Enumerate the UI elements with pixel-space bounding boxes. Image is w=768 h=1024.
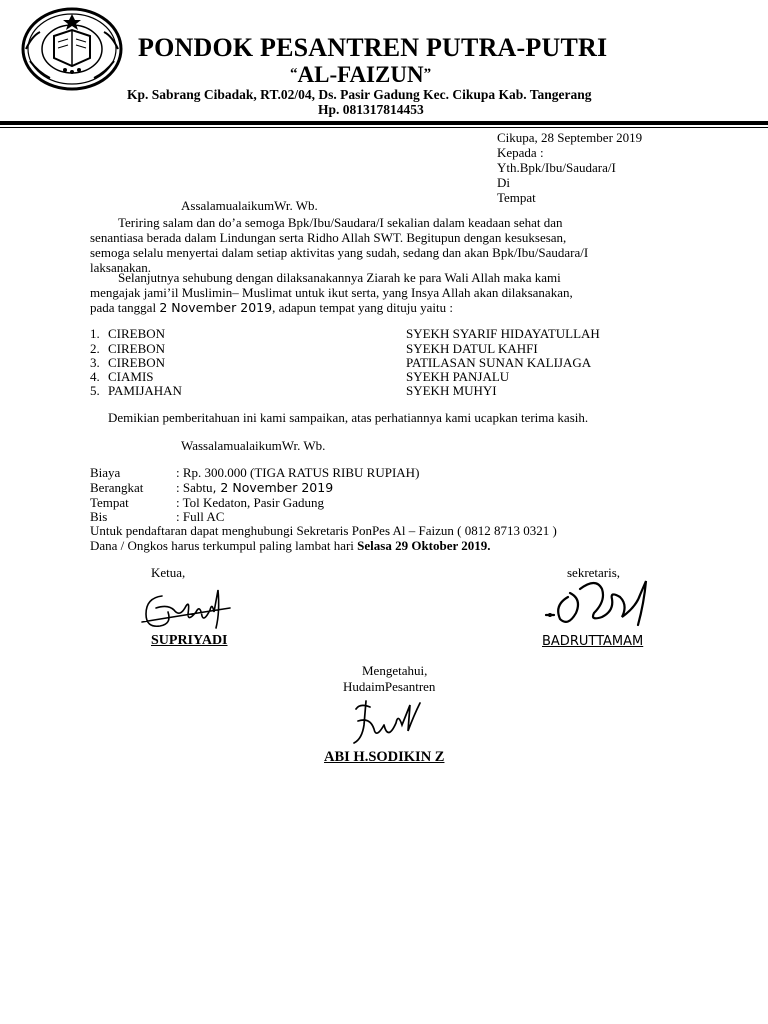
destination-site: SYEKH DATUL KAHFI — [406, 341, 538, 356]
recipient-name: Yth.Bpk/Ibu/Saudara/I — [497, 160, 616, 175]
sekretaris-signature — [540, 575, 670, 635]
institution-address: Kp. Sabrang Cibadak, RT.02/04, Ds. Pasir Gadung Kec. Cikupa Kab. Tangerang — [127, 87, 592, 102]
destination-place: CIREBON — [108, 355, 166, 370]
detail-value: : Tol Kedaton, Pasir Gadung — [176, 495, 324, 510]
institution-name: PONDOK PESANTREN PUTRA-PUTRI — [138, 33, 608, 62]
event-date: 2 November 2019 — [159, 300, 273, 315]
title-text: AL-FAIZUN — [297, 62, 424, 87]
paragraph-1-line-3: semoga selalu menyertai dalam setiap aktivitas yang sudah, sedang dan akan Bpk/Ibu/Saudara/I — [90, 245, 589, 260]
letterhead-divider-thin — [0, 127, 768, 128]
place-date: Cikupa, 28 September 2019 — [497, 130, 643, 145]
paragraph-2-date-suffix: , adapun tempat yang dituju yaitu : — [272, 300, 453, 315]
pesantren-head-label: HudaimPesantren — [343, 679, 436, 694]
greeting: AssalamualaikumWr. Wb. — [181, 198, 318, 213]
deadline-date: Selasa 29 Oktober 2019. — [357, 538, 491, 553]
institution-title — [290, 62, 431, 88]
ketua-signature — [138, 582, 248, 634]
pesantren-emblem-icon — [20, 6, 124, 92]
destination-place: CIREBON — [108, 326, 166, 341]
paragraph-1-line-2: senantiasa berada dalam Lindungan serta Ridho Allah SWT. Begitupun dengan kesuksesan, — [90, 230, 567, 245]
ketua-name: SUPRIYADI — [151, 633, 228, 648]
farewell: WassalamualaikumWr. Wb. — [181, 438, 326, 453]
closing-text: Demikian pemberitahuan ini kami sampaikan, atas perhatiannya kami ucapkan terima kasih. — [108, 410, 589, 425]
destination-place: CIREBON — [108, 341, 166, 356]
destination-site: SYEKH MUHYI — [406, 383, 497, 398]
letterhead-divider-thick — [0, 121, 768, 125]
sekretaris-label: sekretaris, — [567, 565, 621, 580]
destination-num: 2. — [90, 341, 100, 356]
head-name: ABI H.SODIKIN Z — [324, 749, 445, 765]
to-label: Kepada : — [497, 145, 544, 160]
deadline-prefix: Dana / Ongkos harus terkumpul paling lambat hari — [90, 538, 354, 553]
destination-place: PAMIJAHAN — [108, 383, 182, 398]
payment-deadline — [90, 538, 491, 553]
destination-num: 3. — [90, 355, 100, 370]
detail-value: : Rp. 300.000 (TIGA RATUS RIBU RUPIAH) — [176, 465, 420, 480]
paragraph-1-line-4: laksanakan. — [90, 260, 152, 275]
recipient-di: Di — [497, 175, 510, 190]
mengetahui-label: Mengetahui, — [362, 663, 428, 678]
destination-site: SYEKH PANJALU — [406, 369, 510, 384]
title-open-quote: “ — [290, 66, 298, 82]
paragraph-2-line-3 — [90, 300, 453, 315]
paragraph-2-line-2: mengajak jami’il Muslimin– Muslimat untuk ikut serta, yang Insya Allah akan dilaksanakan, — [90, 285, 573, 300]
detail-label: Bis — [90, 509, 108, 524]
paragraph-2-date-prefix: pada tanggal — [90, 300, 157, 315]
detail-label: Tempat — [90, 495, 129, 510]
title-close-quote: ” — [423, 66, 432, 82]
destination-num: 4. — [90, 369, 100, 384]
departure-day: : Sabtu — [176, 480, 213, 495]
detail-label: Berangkat — [90, 480, 144, 495]
destination-site: PATILASAN SUNAN KALIJAGA — [406, 355, 592, 370]
destination-place: CIAMIS — [108, 369, 154, 384]
paragraph-2-line-1: Selanjutnya sehubung dengan dilaksanakannya Ziarah ke para Wali Allah maka kami — [118, 270, 561, 285]
contact-info: Untuk pendaftaran dapat menghubungi Sekretaris PonPes Al – Faizun ( 0812 8713 0321 ) — [90, 523, 557, 538]
paragraph-1-line-1: Teriring salam dan do’a semoga Bpk/Ibu/Saudara/I sekalian dalam keadaan sehat dan — [118, 215, 563, 230]
detail-value: : Full AC — [176, 509, 225, 524]
destination-num: 5. — [90, 383, 100, 398]
destination-site: SYEKH SYARIF HIDAYATULLAH — [406, 326, 600, 341]
head-signature — [340, 695, 450, 747]
sekretaris-name: BADRUTTAMAM — [542, 634, 644, 649]
detail-label: Biaya — [90, 465, 121, 480]
departure-date: , 2 November 2019 — [212, 480, 334, 495]
destination-num: 1. — [90, 326, 100, 341]
ketua-label: Ketua, — [151, 565, 186, 580]
detail-value — [176, 480, 333, 495]
recipient-place: Tempat — [497, 190, 536, 205]
institution-phone: Hp. 081317814453 — [318, 102, 424, 117]
